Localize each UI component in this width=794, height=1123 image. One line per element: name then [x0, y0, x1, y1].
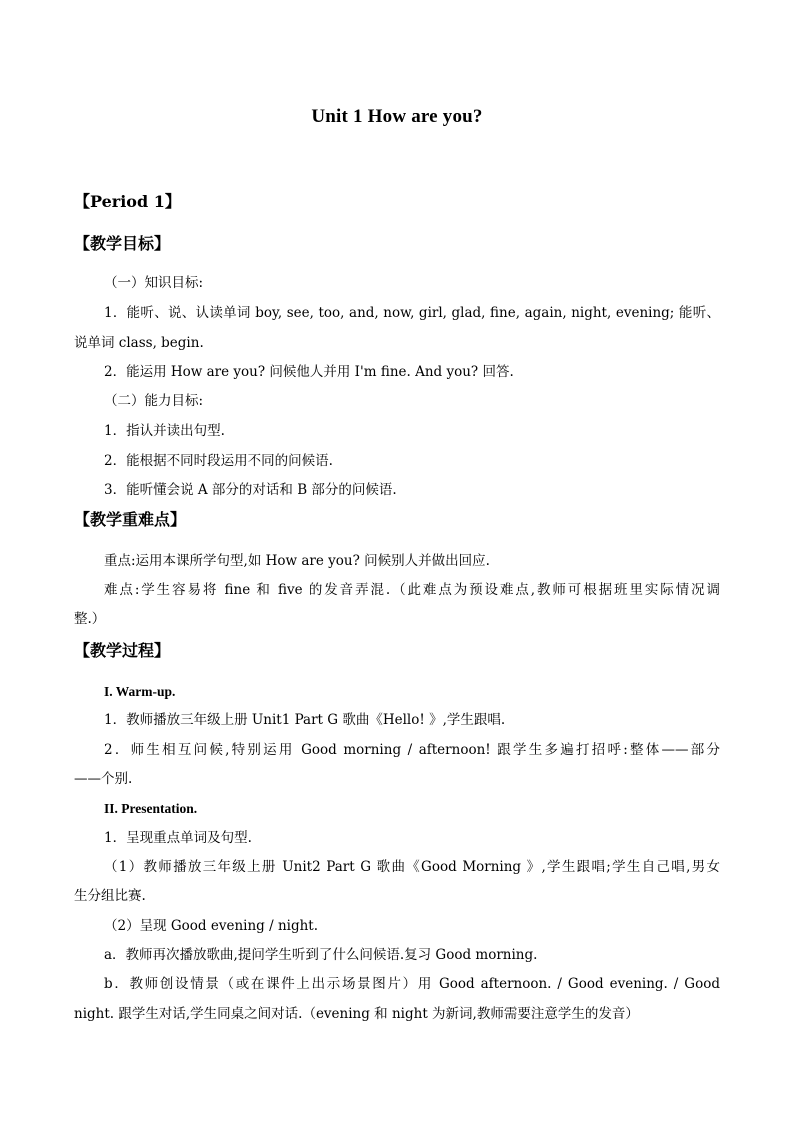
knowledge-goal-2: 2．能运用 How are you? 问候他人并用 I'm fine. And you? 回答.: [104, 364, 514, 380]
presentation-step-1-1-line-2: 生分组比赛.: [74, 888, 146, 904]
warmup-step-2-line-2: ——个别.: [74, 771, 133, 787]
key-point: 重点:运用本课所学句型,如 How are you? 问候别人并做出回应.: [104, 553, 490, 569]
knowledge-goals-label: （一）知识目标:: [104, 275, 204, 291]
presentation-step-b-line-1: b．教师创设情景（或在课件上出示场景图片）用 Good afternoon. / Good evening. / Good: [104, 976, 720, 992]
ability-goal-1: 1．指认并读出句型.: [104, 423, 225, 439]
difficult-point-line-2: 整.）: [74, 611, 106, 627]
warmup-step-2-line-1: 2．师生相互问候,特别运用 Good morning / afternoon! 跟学生多遍打招呼:整体——部分: [104, 742, 720, 758]
presentation-step-1: 1．呈现重点单词及句型.: [104, 830, 252, 846]
goals-heading: 【教学目标】: [74, 234, 171, 253]
presentation-label: II. Presentation.: [104, 801, 198, 816]
presentation-step-1-2: （2）呈现 Good evening / night.: [104, 918, 319, 934]
period-heading: 【Period 1】: [74, 192, 181, 211]
ability-goal-2: 2．能根据不同时段运用不同的问候语.: [104, 453, 333, 469]
document-title: Unit 1 How are you?: [311, 106, 483, 127]
ability-goal-3: 3．能听懂会说 A 部分的对话和 B 部分的问候语.: [104, 482, 397, 498]
process-heading: 【教学过程】: [74, 641, 171, 660]
warmup-label: I. Warm-up.: [104, 684, 176, 699]
warmup-step-1: 1．教师播放三年级上册 Unit1 Part G 歌曲《Hello! 》,学生跟唱.: [104, 712, 506, 728]
presentation-step-1-1-line-1: （1）教师播放三年级上册 Unit2 Part G 歌曲《Good Morning 》,学生跟唱;学生自己唱,男女: [104, 859, 720, 875]
knowledge-goal-1-line-2: 说单词 class, begin.: [74, 335, 204, 351]
presentation-step-a: a．教师再次播放歌曲,提问学生听到了什么问候语.复习 Good morning.: [104, 947, 538, 963]
knowledge-goal-1-line-1: 1．能听、说、认读单词 boy, see, too, and, now, girl, glad, fine, again, night, evening; 能听、: [104, 305, 720, 321]
ability-goals-label: （二）能力目标:: [104, 393, 204, 409]
key-points-heading: 【教学重难点】: [74, 510, 187, 529]
difficult-point-line-1: 难点:学生容易将 fine 和 five 的发音弄混.（此难点为预设难点,教师可根据班里实际情况调: [104, 582, 720, 598]
presentation-step-b-line-2: night. 跟学生对话,学生同桌之间对话.（evening 和 night 为新词,教师需要注意学生的发音）: [74, 1006, 639, 1022]
